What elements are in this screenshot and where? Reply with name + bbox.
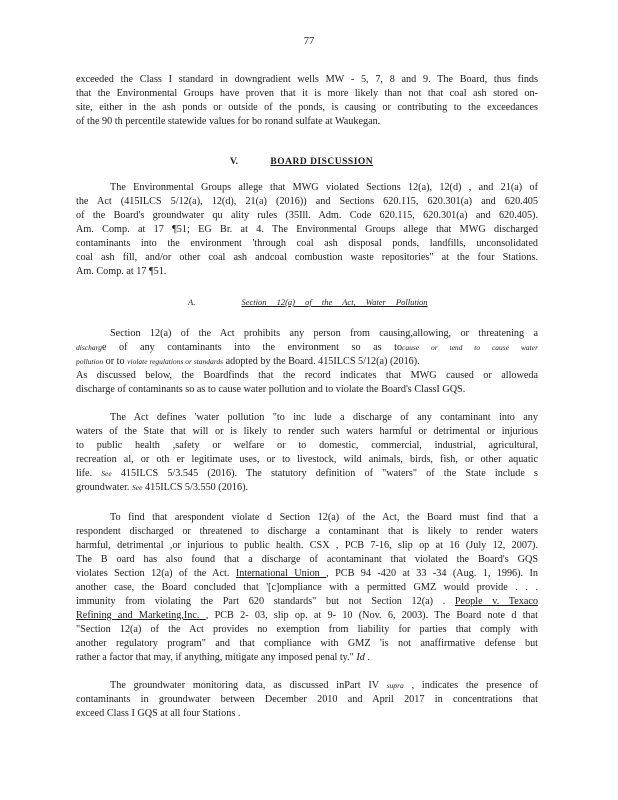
text: The groundwater monitoring data, as discussed inPart IV — [110, 680, 387, 691]
paragraph-4-line-6 — [76, 482, 538, 494]
paragraph-4-line-1: The Act defines 'water pollution "to inc lude a discharge of any contaminant into any — [110, 412, 538, 423]
citation-signal: Id — [356, 652, 365, 663]
text: , PCB 94 -420 at 33 -34 (Aug. 1, 1996). In — [326, 568, 538, 579]
text: rather a factor that may, if anything, mitigate any imposed penal ty." — [76, 652, 357, 663]
paragraph-3-line-5: discharge of contaminants so as to cause water pollution and to violate the Board's ClassI GQS. — [76, 384, 466, 395]
paragraph-5-line-4: The B oard has also found that a discharge of acontaminant that violated the Board's GQS — [76, 554, 538, 565]
text: , indicates the presence of — [403, 680, 538, 691]
paragraph-3-line-1: Section 12(a) of the Act prohibits any person from causing,allowing, or threatening a — [110, 328, 538, 339]
paragraph-2-line-5: contaminants into the environment 'through coal ash disposal ponds, landfills, unconsolidated — [76, 238, 538, 249]
paragraph-3-line-4: As discussed below, the Boardfinds that the record indicates that MWG caused or alloweda — [76, 370, 538, 381]
text: violates Section 12(a) of the Act. — [76, 568, 236, 579]
subsection-number: A. — [188, 297, 196, 307]
paragraph-2-line-4: Am. Comp. at 17 ¶51; EG Br. at 4. The Environmental Groups allege that MWG discharged — [76, 224, 538, 235]
paragraph-5-line-2: respondent discharged or threatened to discharge a contaminant that is likely to render waters — [76, 526, 538, 537]
italic-text: violate regulations or standards — [127, 357, 224, 366]
paragraph-2-line-7: Am. Comp. at 17 ¶51. — [76, 266, 167, 277]
text: life. — [76, 468, 102, 479]
paragraph-5-line-8 — [76, 610, 538, 622]
paragraph-5-line-9: "Section 12(a) of the Act provides no exemption from liability for parties that comply with — [76, 624, 538, 635]
paragraph-6-line-1 — [110, 680, 538, 692]
case-name: Refining and Marketing,Inc. — [76, 610, 206, 621]
text: adopted by the Board. 415ILCS 5/12(a) (2016). — [223, 356, 420, 367]
paragraph-1-line-2: that the Environmental Groups have proven that it is more likely than not that coal ash stored on- — [76, 88, 538, 99]
paragraph-1-line-3: site, either in the ash ponds or outside of the ponds, is causing or contributing to the exceedances — [76, 102, 538, 113]
paragraph-5-line-6: another case, the Board concluded that '[c]ompliance with a permitted GMZ would provide . . . — [76, 582, 538, 593]
paragraph-1-line-1: exceeded the Class I standard in downgradient wells MW - 5, 7, 8 and 9. The Board, thus finds — [76, 74, 538, 85]
paragraph-2-line-6: coal ash fill, and/or other coal ash andcoal combustion waste repositories" at the four Stations. — [76, 252, 538, 263]
case-name: People v. Texaco — [454, 596, 538, 607]
text: 415ILCS 5/3.550 (2016). — [142, 482, 249, 493]
citation-signal: See — [132, 483, 143, 492]
text: e of any contaminants into the environment so as to — [101, 342, 403, 353]
citation-signal: supra — [386, 681, 404, 690]
case-name: International Union — [235, 568, 327, 579]
paragraph-2-line-2: the Act (415ILCS 5/12(a), 12(d), 21(a) (2016)) and Sections 620.115, 620.301(a) and 620.405 — [76, 196, 538, 207]
paragraph-3-line-2 — [76, 342, 538, 354]
text: . — [364, 652, 370, 663]
italic-text: cause or tend to cause water — [402, 343, 538, 352]
paragraph-5-line-3: harmful, detrimental ,or injurious to public health. CSX , PCB 7-16, slip op at 16 (July 12, 2007). — [76, 540, 538, 551]
paragraph-5-line-7 — [76, 596, 538, 608]
paragraph-4-line-4: recreation al, or oth er legitimate uses, or to livestock, wild animals, birds, fish, or other aquatic — [76, 454, 538, 465]
text: 415ILCS 5/3.545 (2016). The statutory definition of "waters" of the State include s — [111, 468, 538, 479]
paragraph-5-line-1: To find that arespondent violate d Section 12(a) of the Act, the Board must find that a — [110, 512, 538, 523]
italic-text: discharg — [76, 343, 102, 352]
section-heading-board-discussion — [230, 156, 373, 168]
text: or to — [103, 356, 128, 367]
paragraph-2-line-1: The Environmental Groups allege that MWG violated Sections 12(a), 12(d) , and 21(a) of — [110, 182, 538, 193]
section-title: BOARD DISCUSSION — [270, 157, 374, 167]
subsection-title: Section 12(a) of the Act, Water Pollution — [241, 297, 428, 307]
italic-text: pollution — [76, 357, 104, 366]
paragraph-5-line-5 — [76, 568, 538, 580]
paragraph-5-line-10: another regulatory program" and that compliance with GMZ 'is not anaffirmative defense but — [76, 638, 538, 649]
paragraph-4-line-5 — [76, 468, 538, 480]
citation-signal: See — [101, 469, 112, 478]
section-number: V. — [230, 157, 239, 167]
paragraph-4-line-3: to public health ,safety or welfare or to domestic, commercial, industrial, agricultural, — [76, 440, 538, 451]
text: immunity from violating the Part 620 standards" but not Section 12(a) . — [76, 596, 455, 607]
text: groundwater. — [76, 482, 133, 493]
paragraph-3-line-3 — [76, 356, 538, 368]
subsection-heading-water-pollution — [188, 296, 428, 308]
paragraph-1-line-4: of the 90 th percentile statewide values for bo ronand sulfate at Waukegan. — [76, 116, 381, 127]
paragraph-6-line-2: contaminants in groundwater between December 2010 and April 2017 in concentrations that — [76, 694, 538, 705]
paragraph-6-line-3: exceed Class I GQS at all four Stations . — [76, 708, 241, 719]
paragraph-2-line-3: of the Board's groundwater qu ality rules (35Ill. Adm. Code 620.115, 620.301(a) and 620.405). — [76, 210, 538, 221]
page-number: 77 — [303, 36, 315, 47]
text: , PCB 2- 03, slip op. at 9- 10 (Nov. 6, 2003). The Board note d that — [205, 610, 538, 621]
paragraph-5-line-11 — [76, 652, 538, 664]
paragraph-4-line-2: waters of the State that will or is likely to render such waters harmful or detrimental or injurious — [76, 426, 538, 437]
